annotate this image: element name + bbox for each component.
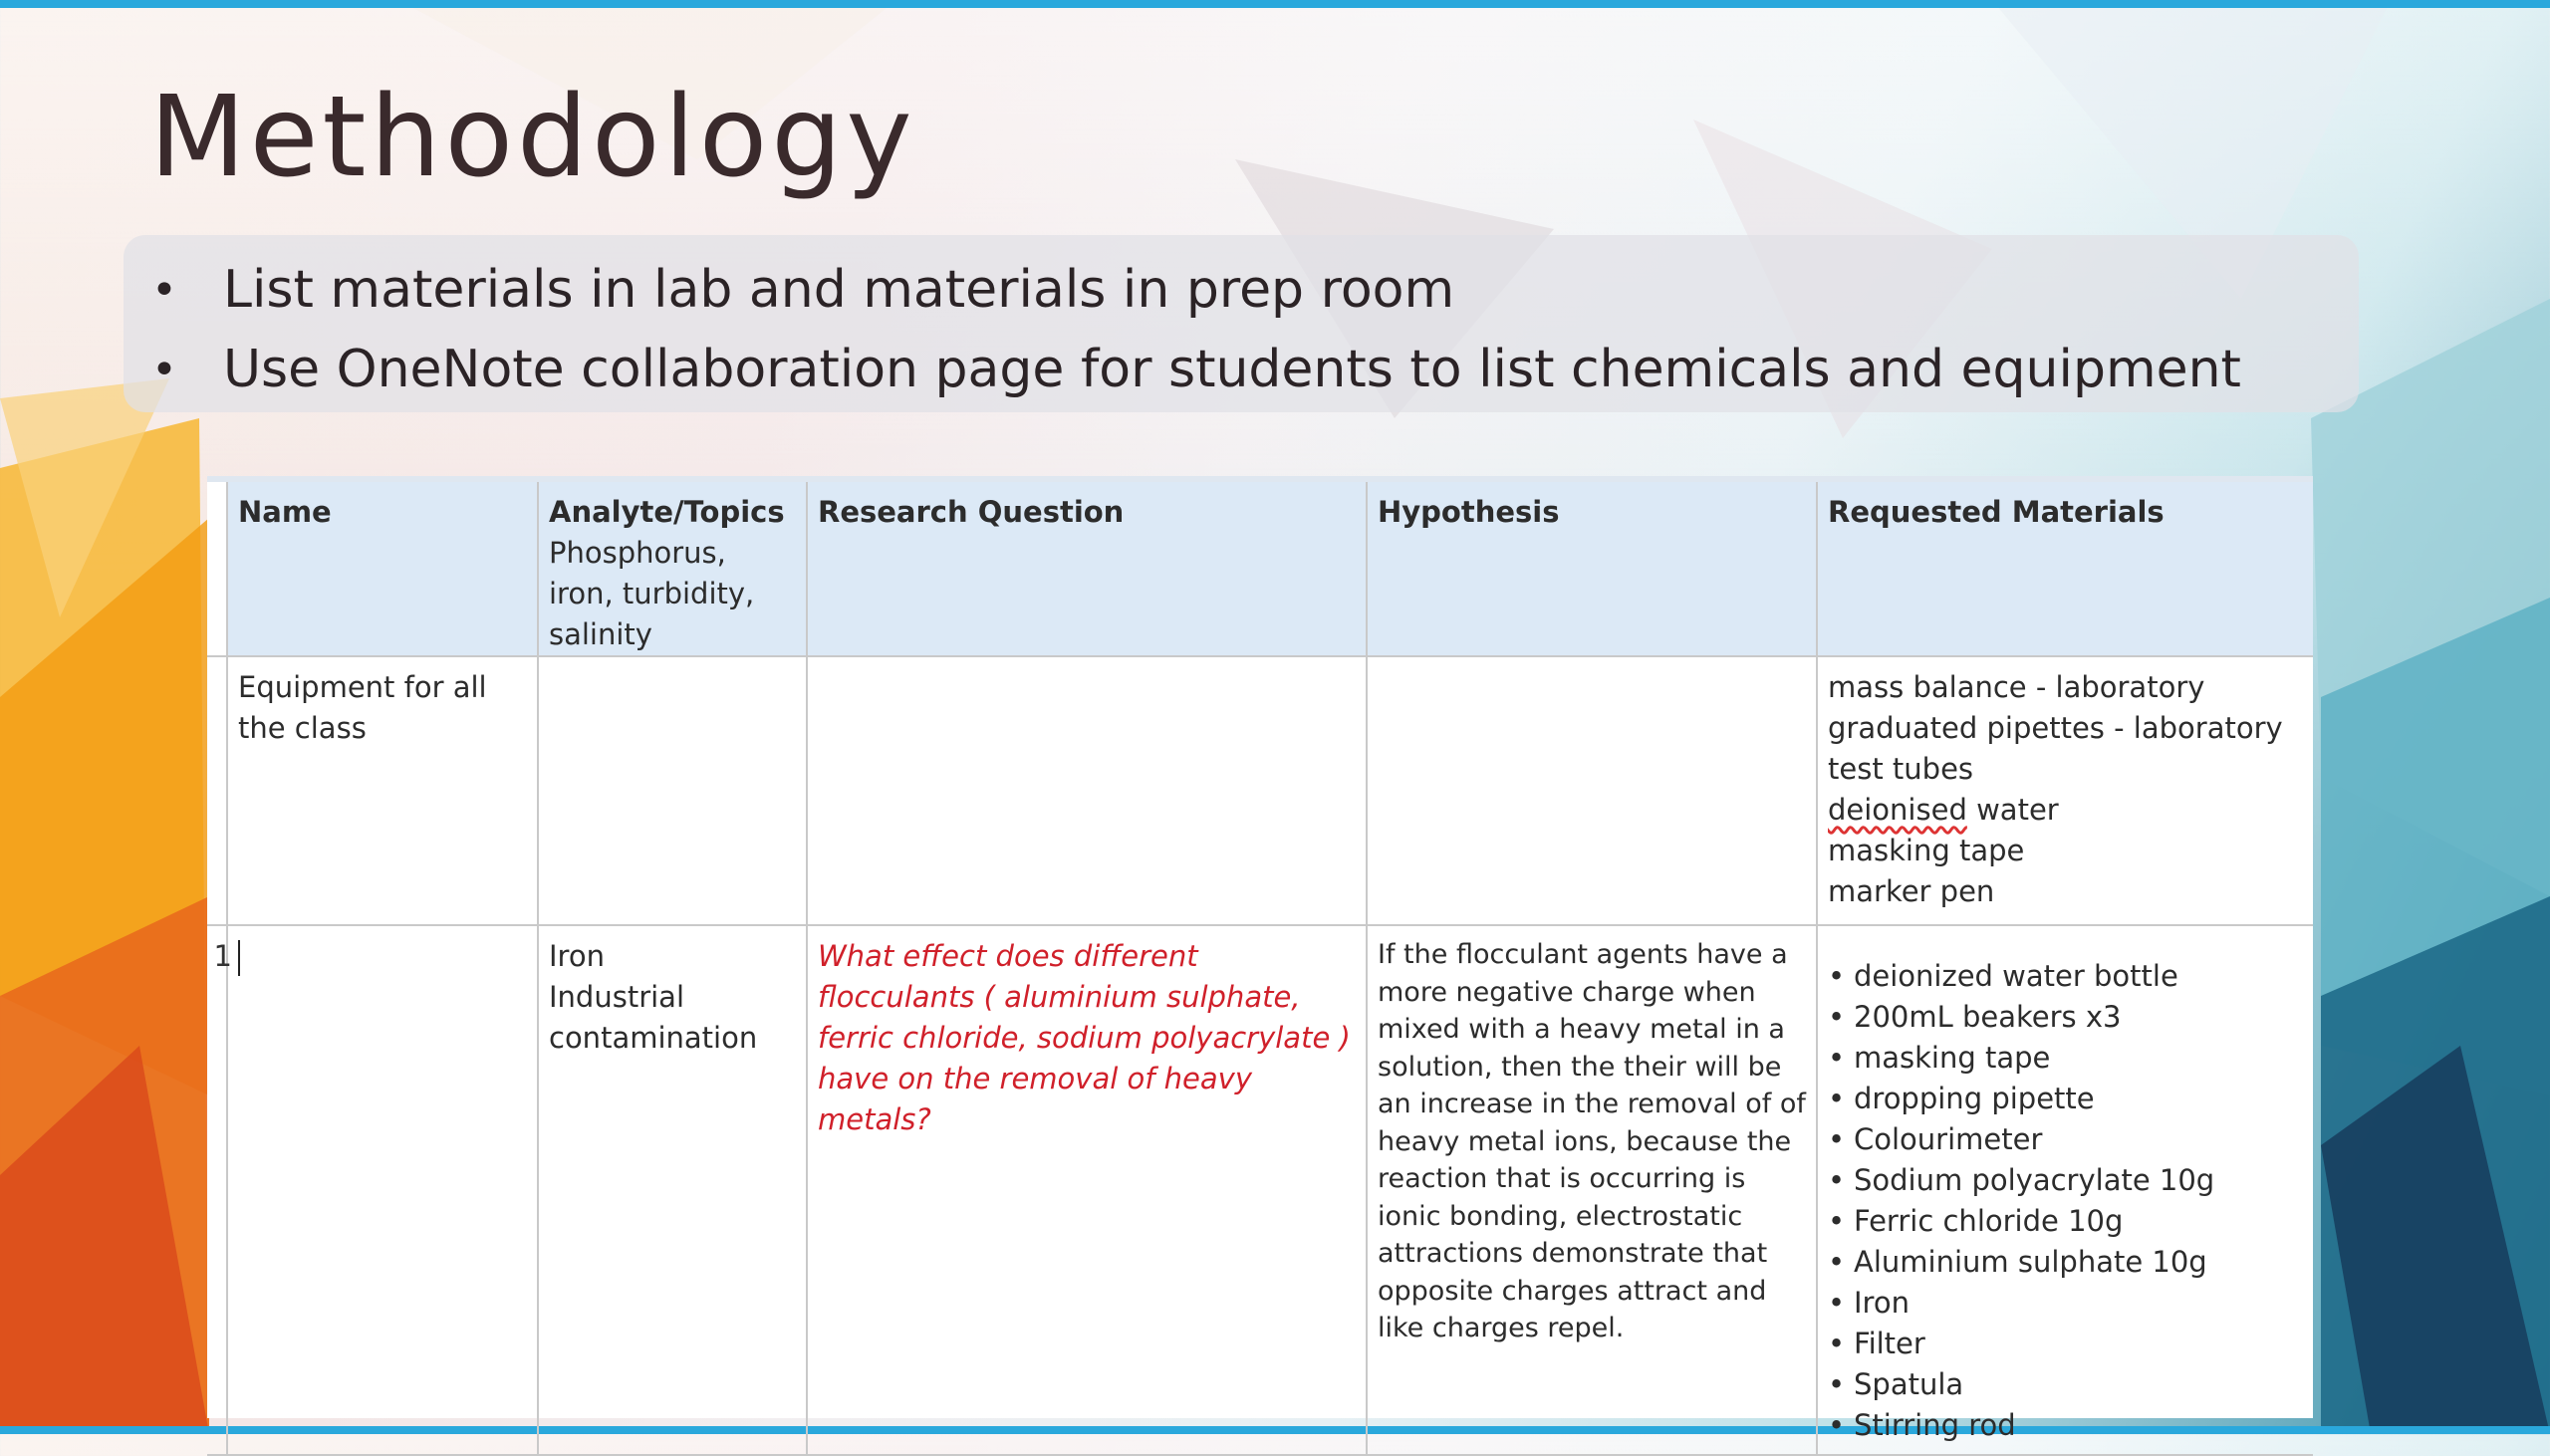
hypothesis-cell[interactable]: If the flocculant agents have a more negative charge when mixed with a heavy metal in a solution, then the their will be an increase in the removal of of heavy metal ions, because the reaction that is occurring is ionic bonding, electrostatic attractions demonstrate that opposite charges attract and like charges repel. [1367,925,1817,1455]
materials-cell[interactable] [1817,925,2313,1455]
list-item: • 200mL beakers x3 [1828,997,2303,1038]
header-analyte[interactable] [538,482,807,656]
name-cell[interactable]: Equipment for all the class [227,656,538,925]
name-cell[interactable] [227,925,538,1455]
materials-cell[interactable] [1817,656,2313,925]
text-cursor [238,940,240,976]
row-number-cell [207,656,227,925]
list-item: • Stirring rod [1828,1405,2303,1446]
analyte-cell[interactable] [538,656,807,925]
table-row [207,656,2313,925]
row-number-cell [207,925,232,1455]
table-row [207,925,2313,1455]
spelling-flagged-word: deionised [1828,793,1967,827]
header-research-question[interactable] [807,482,1367,656]
analyte-line: Iron [549,939,605,973]
slide-title: Methodology [149,73,916,202]
header-label: Name [238,495,332,529]
header-label: Requested Materials [1828,495,2165,529]
bullet-text: List materials in lab and materials in prep room [223,260,1455,320]
header-label: Hypothesis [1378,495,1560,529]
row-number: 1 [213,939,232,973]
material-line: mass balance - laboratory [1828,670,2205,704]
materials-table [207,482,2313,1456]
list-item: • Iron [1828,1283,2303,1324]
header-label: Analyte/Topics [549,495,785,529]
material-line: test tubes [1828,752,1974,786]
header-hypothesis[interactable] [1367,482,1817,656]
list-item: • Spatula [1828,1364,2303,1405]
list-item: • Ferric chloride 10g [1828,1201,2303,1242]
bullet-marker: • [151,344,177,395]
row-number-cell [207,482,227,656]
header-requested-materials[interactable] [1817,482,2313,656]
list-item: • Colourimeter [1828,1119,2303,1160]
bullet-marker: • [151,264,177,316]
material-line: masking tape [1828,834,2025,867]
materials-list [1828,956,2303,1446]
table-header-row [207,482,2313,656]
bullet-text: Use OneNote collaboration page for students to list chemicals and equipment [223,340,2241,399]
header-name[interactable] [227,482,538,656]
list-item: • dropping pipette [1828,1079,2303,1119]
list-item: • Aluminium sulphate 10g [1828,1242,2303,1283]
header-sublabel: Phosphorus, iron, turbidity, salinity [549,536,755,651]
material-line: graduated pipettes - laboratory [1828,711,2283,745]
header-label: Research Question [818,495,1125,529]
material-line [1828,790,2303,831]
material-line: marker pen [1828,874,1995,908]
list-item: • masking tape [1828,1038,2303,1079]
research-question-cell[interactable] [807,656,1367,925]
analyte-cell[interactable] [538,925,807,1455]
material-word: water [1966,793,2059,827]
list-item: • deionized water bottle [1828,956,2303,997]
materials-table-container [207,476,2313,1442]
hypothesis-cell[interactable] [1367,656,1817,925]
list-item: • Filter [1828,1324,2303,1364]
analyte-line: Industrial contamination [549,980,758,1055]
research-question-cell[interactable]: What effect does different flocculants ( aluminium sulphate, ferric chloride, sodium polyacrylate ) have on the removal of heavy metals? [807,925,1367,1455]
list-item: • Sodium polyacrylate 10g [1828,1160,2303,1201]
top-accent-strip [0,0,2550,8]
bullet-box [124,235,2359,412]
